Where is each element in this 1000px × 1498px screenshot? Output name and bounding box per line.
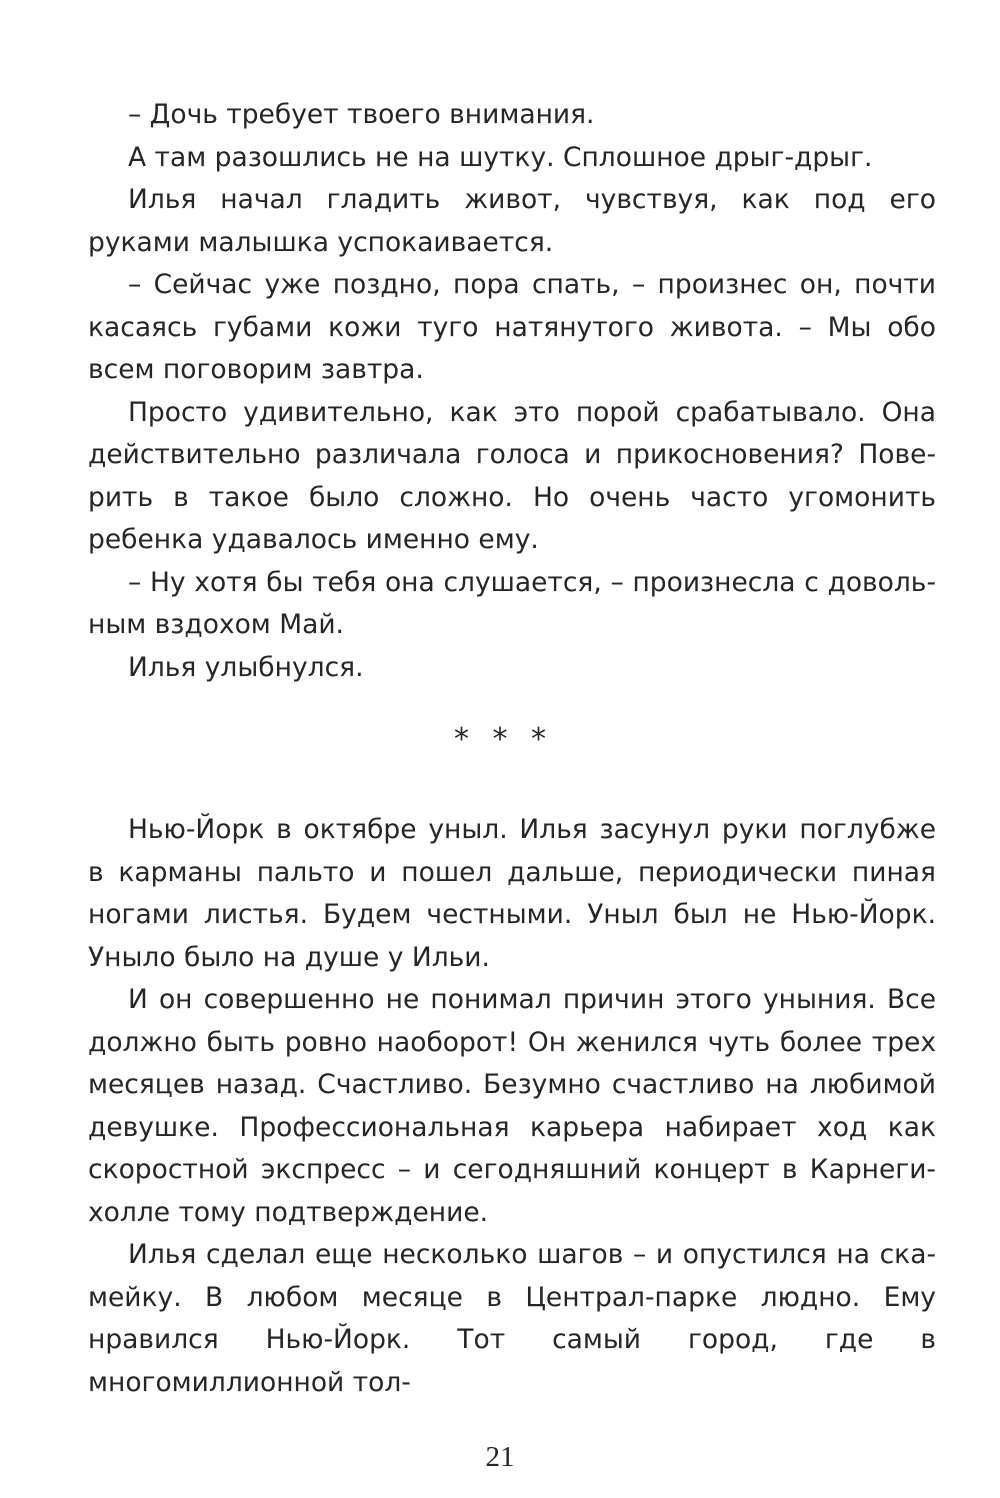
paragraph: Илья начал гладить живот, чувствуя, как под его руками малышка успокаивается. — [88, 184, 936, 258]
paragraph: Илья сделал еще несколько шагов – и опустился на скамейку. В любом месяце в Централ-парке людно. Ему нравился Нью-Йорк. Тот самый город, где в многомиллионной тол- — [88, 1239, 936, 1398]
paragraph: Просто удивительно, как это порой срабатывало. Она действительно различала голоса и прикосновения? Поверить в такое было сложно. Но очень часто угомонить ребенка удавалось именно ему. — [88, 396, 936, 555]
paragraph: Нью-Йорк в октябре уныл. Илья засунул руки поглубже в карманы пальто и пошел дальше, периодически пиная ногами листья. Будем честными. Уныл был не Нью-Йорк. Уныло было на душе у Ильи. — [88, 814, 936, 973]
text-section-one — [88, 94, 936, 689]
paragraph: Илья улыбнулся. — [128, 651, 364, 683]
paragraph: – Дочь требует твоего внимания. — [128, 99, 595, 130]
paragraph: – Сейчас уже поздно, пора спать, – произнес он, почти касаясь губами кожи туго натянутого живота. – Мы обо всем поговорим завтра. — [88, 269, 936, 385]
section-separator: * * * — [453, 722, 547, 757]
paragraph: – Ну хотя бы тебя она слушается, – произнесла с довольным вздохом Май. — [88, 566, 936, 640]
text-section-two — [88, 809, 936, 1404]
page-number: 21 — [485, 1441, 515, 1473]
paragraph: А там разошлись не на шутку. Сплошное дрыг-дрыг. — [128, 141, 873, 173]
paragraph: И он совершенно не понимал причин этого уныния. Все должно быть ровно наоборот! Он женился чуть более трех месяцев назад. Счастливо. Безумно счастливо на любимой девушке. Профессиональная карьера набирает ход как скоростной экспресс – и сегодняшний концерт в Карнеги-холле тому подтверждение. — [88, 984, 936, 1228]
